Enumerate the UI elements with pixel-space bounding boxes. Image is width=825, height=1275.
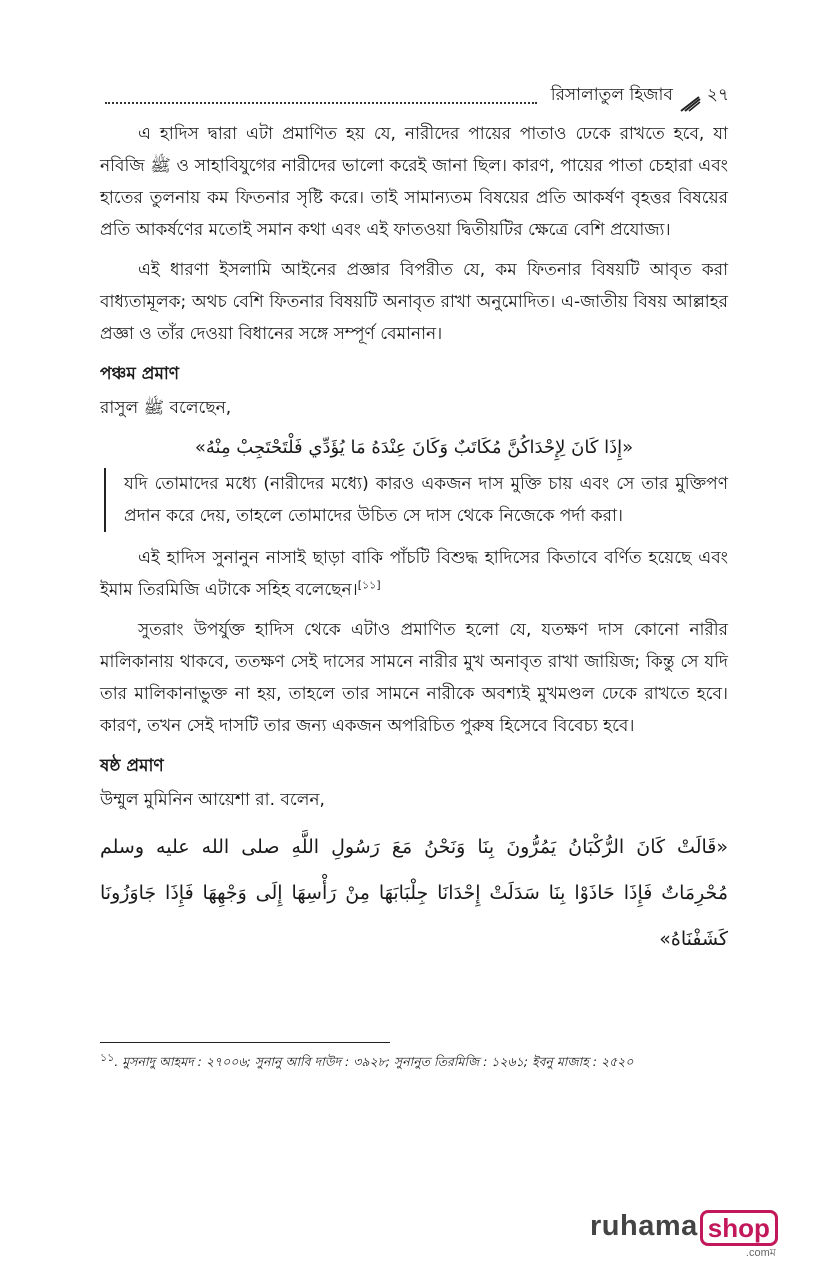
footnote-text: . মুসনাদু আহমদ : ২৭০০৬; সুনানু আবি দাউদ : ৩৯২৮; সুনানুত তিরমিজি : ১২৬১; ইবনু মাজাহ : ২৫২০ xyxy=(114,1054,634,1069)
logo-text-domain: .comম xyxy=(745,1247,776,1259)
footnote-marker: ১১ xyxy=(100,1050,115,1064)
paragraph-3 xyxy=(100,542,728,606)
logo-text-ruhama: ruhama xyxy=(590,1210,698,1242)
footnote xyxy=(100,1052,740,1072)
running-header xyxy=(105,80,729,110)
paragraph-2: এই ধারণা ইসলামি আইনের প্রজ্ঞার বিপরীত যে, কম ফিতনার বিষয়টি আবৃত করা বাধ্যতামূলক; অথচ বেশি ফিতনার বিষয়টি অনাবৃত রাখা অনুমোদিত। এ-জাতীয় বিষয় আল্লাহর প্রজ্ঞা ও তাঁর দেওয়া বিধানের সঙ্গে সম্পূর্ণ বেমানান। xyxy=(100,260,728,344)
intro-sixth-proof: উম্মুল মুমিনিন আয়েশা রা. বলেন, xyxy=(100,790,325,810)
header-dotted-line xyxy=(105,102,537,104)
translation-quote: যদি তোমাদের মধ্যে (নারীদের মধ্যে) কারও একজন দাস মুক্তি চায় এবং সে তার মুক্তিপণ প্রদান করে দেয়, তাহলে তোমাদের উচিত সে দাস থেকে নিজেকে পর্দা করা। xyxy=(104,468,728,532)
main-text xyxy=(100,118,728,966)
arabic-hadith-sixth: «قَالَتْ كَانَ الرُّكْبَانُ يَمُرُّونَ بِنَا وَنَحْنُ مَعَ رَسُولِ اللَّهِ صلى الله عليه وسلم مُحْرِمَاتٌ فَإِذَا حَاذَوْا بِنَا سَدَلَتْ إِحْدَانَا جِلْبَابَهَا مِنْ رَأْسِهَا إِلَى وَجْهِهَا فَإِذَا جَاوَزُونَا كَشَفْنَاهُ» xyxy=(100,836,728,950)
logo-text-shop: shop xyxy=(700,1210,778,1246)
intro-fifth-proof: রাসুল ﷺ বলেছেন, xyxy=(100,398,232,418)
book-title: রিসালাতুল হিজাব xyxy=(550,85,673,105)
paragraph-1: এ হাদিস দ্বারা এটা প্রমাণিত হয় যে, নারীদের পায়ের পাতাও ঢেকে রাখতে হবে, যা নবিজি ﷺ ও সাহাবিযুগের নারীদের ভালো করেই জানা ছিল। কারণ, পায়ের পাতা চেহারা এবং হাতের তুলনায় কম ফিতনার সৃষ্টি করে। তাই সামান্যতম বিষয়ের প্রতি আকর্ষণ বৃহত্তর বিষয়ের প্রতি আকর্ষণের মতোই সমান কথা এবং এই ফাতওয়া দ্বিতীয়টির ক্ষেত্রে বেশি প্রযোজ্য। xyxy=(100,124,728,240)
paragraph-3-text: এই হাদিস সুনানুন নাসাই ছাড়া বাকি পাঁচটি বিশুদ্ধ হাদিসের কিতাবে বর্ণিত হয়েছে এবং ইমাম তিরমিজি এটাকে সহিহ বলেছেন। xyxy=(100,548,728,600)
publisher-logo xyxy=(590,1210,778,1259)
page-number: ২৭ xyxy=(706,85,729,105)
quill-icon xyxy=(679,96,701,112)
heading-sixth-proof: ষষ্ঠ প্রমাণ xyxy=(100,756,164,776)
arabic-hadith-fifth: «إِذَا كَانَ لِإِحْدَاكُنَّ مُكَاتَبٌ وَكَانَ عِنْدَهُ مَا يُؤَدِّي فَلْتَحْتَجِبْ مِنْهُ» xyxy=(194,437,634,458)
reference-11[interactable]: [১১] xyxy=(357,578,381,592)
paragraph-4: সুতরাং উপর্যুক্ত হাদিস থেকে এটাও প্রমাণিত হলো যে, যতক্ষণ দাস কোনো নারীর মালিকানায় থাকবে, ততক্ষণ সেই দাসের সামনে নারীর মুখ অনাবৃত রাখা জায়িজ; কিন্তু সে যদি তার মালিকানাভুক্ত না হয়, তাহলে তার সামনে নারীকে অবশ্যই মুখমণ্ডল ঢেকে রাখতে হবে। কারণ, তখন সেই দাসটি তার জন্য একজন অপরিচিত পুরুষ হিসেবে বিবেচ্য হবে। xyxy=(100,620,728,736)
footnote-rule xyxy=(100,1042,390,1043)
heading-fifth-proof: পঞ্চম প্রমাণ xyxy=(100,364,180,384)
